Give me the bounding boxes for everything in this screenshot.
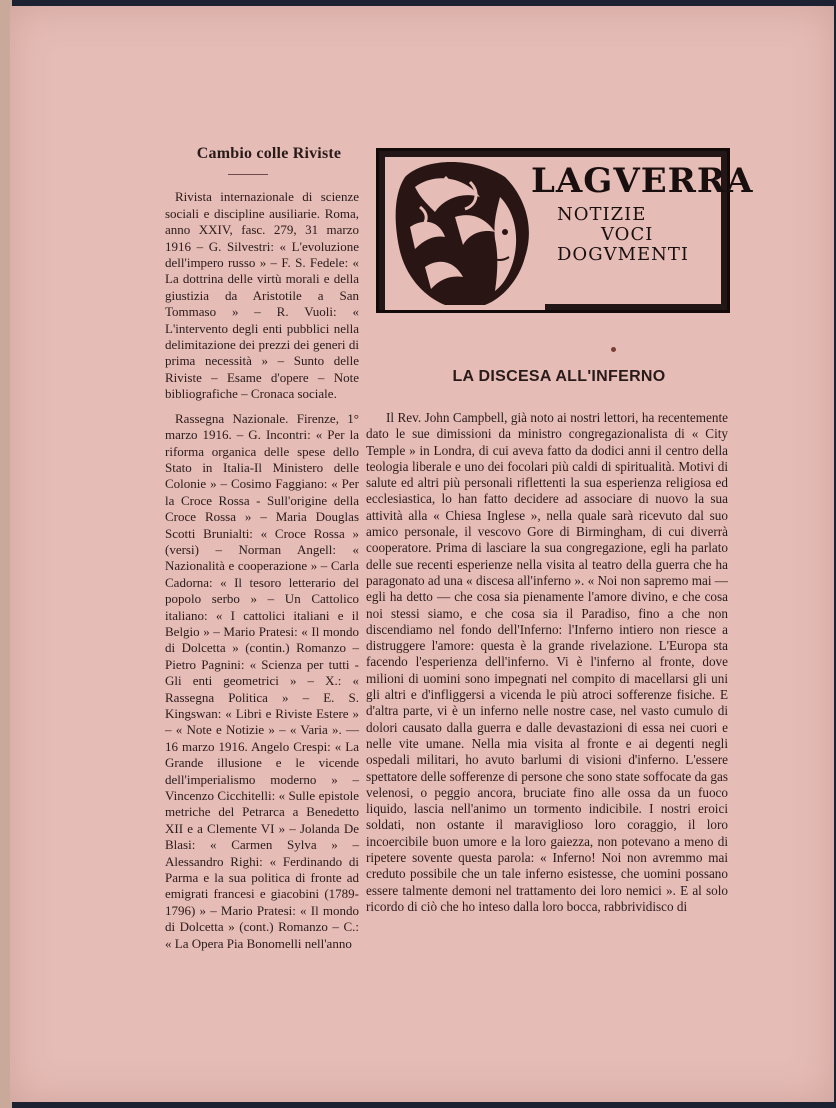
left-column bbox=[165, 140, 359, 960]
logo-subtitle bbox=[557, 205, 689, 265]
left-column-title: Cambio colle Riviste bbox=[196, 145, 342, 162]
la-guerra-logo bbox=[376, 148, 754, 313]
ink-spot bbox=[611, 347, 616, 352]
logo-title: LAGVERRA bbox=[531, 161, 754, 201]
review-entry-rassegna: Rassegna Nazionale. Firenze, 1° marzo 1916. – G. Incontri: « Per la riforma organica delle spese dello Stato in Italia-Il Ministero delle Colonie » – Cosimo Faggiano: « Per la Croce Rossa - Sull'origine della Croce Rossa » – Maria Douglas Scotti Brunialti: « Croce Rossa » (versi) – Norman Angell: « Nazionalità e cooperazione » – Carla Cadorna: « Il tesoro letterario del popolo serbo » – Un Cattolico italiano: « I cattolici italiani e il Belgio » – Mario Pratesi: « Il mondo di Dolcetta » (contin.) Romanzo – Pietro Pagnini: « Scienza per tutti - Gli enti geometrici » – X.: « Rassegna Politica » – E. S. Kingswan: « Libri e Riviste Estere » – « Note e Notizie » – « Varia ». — 16 marzo 1916. Angelo Crespi: « La Grande illusione e le vicende dell'imperialismo moderno » – Vincenzo Cicchitelli: « Sulle epistole metriche del Petrarca a Benedetto XII e a Clemente VI » – Jolanda De Blasi: « Carmen Sylva » – Alessandro Righi: « Ferdinando di Parma e la sua politica di fronte ad emigrati francesi e giacobini (1789-1796) » – Mario Pratesi: « Il mondo di Dolcetta » (cont.) Romanzo – C.: « La Opera Pia Bonomelli nell'anno bbox=[165, 410, 359, 951]
medusa-head-icon bbox=[385, 157, 545, 310]
logo-subtitle-line: NOTIZIE bbox=[557, 204, 647, 225]
logo-subtitle-line: DOGVMENTI bbox=[557, 244, 690, 265]
review-entry-rivista: Rivista internazionale di scienze sociali e discipline ausiliarie. Roma, anno XXIV, fasc. 279, 31 marzo 1916 – G. Silvestri: « L'evoluzione dell'impero russo » – F. S. Fedele: « La dottrina delle virtù morali e della giustizia da Aristotile a San Tommaso » – R. Vuoli: « L'intervento degli enti pubblici nella delimitazione dei prezzi dei generi di prima necessità » – Sunto delle Riviste – Esame d'opere – Note bibliografiche – Cronaca sociale. bbox=[165, 189, 359, 402]
logo-subtitle-line: VOCI bbox=[601, 224, 654, 245]
article-column bbox=[366, 368, 728, 915]
title-divider bbox=[228, 174, 268, 175]
article-title: LA DISCESA ALL'INFERNO bbox=[452, 368, 666, 385]
article-body: Il Rev. John Campbell, già noto ai nostri lettori, ha recentemente dato le sue dimissioni da ministro congregazionalista di « City Temple » in Londra, di cui aveva fatto da dodici anni il centro della teologia liberale e uno dei focolari più caldi di spiritualità. Motivi di salute ed altri più personali riflettenti la sua esperienza religiosa ed ecclesiastica, lo han fatto decidere ad associare di nuovo la sua attività alla « Chiesa Inglese », nella quale sarà ricevuto dal suo amico personale, il vescovo Gore di Birmingham, di cui diverrà cooperatore. Prima di lasciare la sua congregazione, egli ha parlato delle sue recenti esperienze nella visita al teatro della guerra che ha paragonato ad una « discesa all'inferno ». « Noi non sapremo mai — egli ha detto — che cosa sia pienamente l'amore divino, e che cosa noi stessi siamo, e che cosa sia il Paradiso, fino a che non discendiamo nel fondo dell'Inferno: l'Inferno intiero non riesce a distruggere l'amore: questa è la grande rivelazione. L'Europa sta facendo l'esperienza dell'inferno. Vi è l'inferno al fronte, dove milioni di uomini sono impegnati nel compito di macellarsi gli uni gli altri e d'infliggersi a vicenda le più atroci sofferenze fisiche. E d'altra parte, vi è un inferno nelle nostre case, nel vasto cumulo di dolori causato dalla guerra e dalle devastazioni di essa nei cuori e nelle vite umane. Nella mia visita al fronte e ai degenti negli ospedali militari, ho avuto barlumi di visioni d'inferno. L'essere spettatore delle sofferenze di persone che sono state soffocate da gas velenosi, o peggio ancora, bruciate fino alle ossa da un fuoco liquido, lascia nell'animo un tormento indicibile. I nostri eroici soldati, non ostante il maraviglioso loro coraggio, il loro incoercibile buon umore e la loro gaiezza, non potevano a meno di ripetere sovente questa parola: « Inferno! Noi non avremmo mai creduto possibile che un tale inferno esistesse, che uomini possano essere talmente demoni nel trattamento dei loro nemici ». E al solo ricordo di ciò che ho inteso dalla loro bocca, rabbrividisco di bbox=[366, 410, 728, 914]
